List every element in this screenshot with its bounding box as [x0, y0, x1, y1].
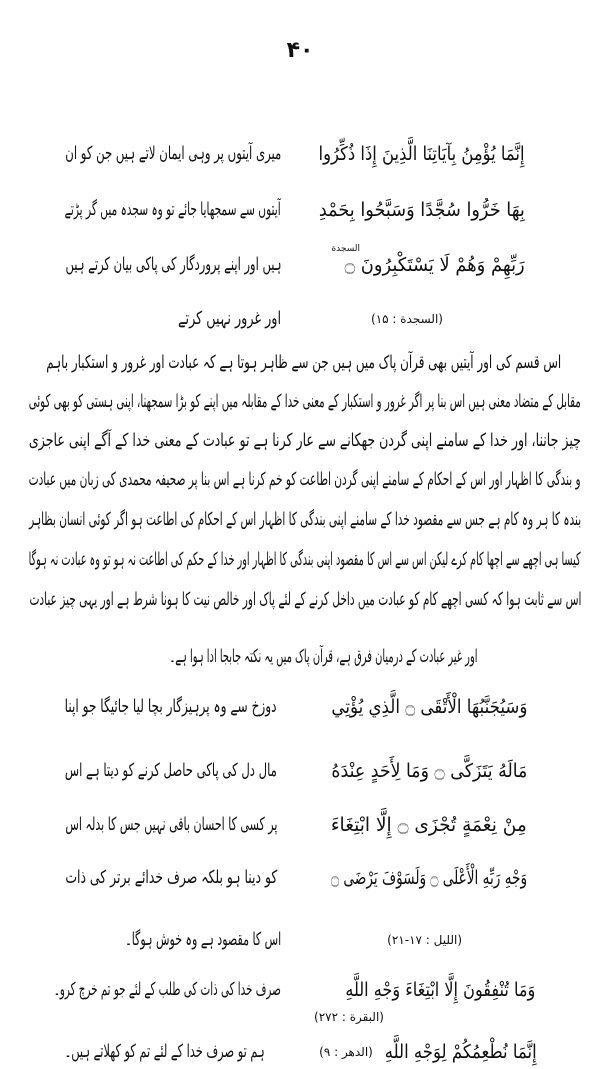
verse-arabic-line: [319, 137, 525, 171]
translation-text: اس کا مقصود ہے وہ خوش ہوگا۔: [125, 929, 281, 950]
verse-text: وَسَيُجَنَّبُهَا الْأَتْقَى ۝ الَّذِي يُؤْتِي: [331, 696, 527, 718]
citation-text: (البقرة : ۲۷۲): [314, 1010, 384, 1024]
citation-text: (السجدة : ۱۵): [371, 312, 443, 326]
verse-arabic-line: [331, 690, 527, 724]
page-number: ۴۰: [286, 38, 314, 63]
verse-text: إِنَّمَا نُطْعِمُكُمْ لِوَجْهِ اللَّهِ: [385, 1041, 537, 1063]
paragraph-line: [29, 503, 581, 537]
translation-text: اور غرور نہیں کرتے: [178, 308, 281, 329]
verse-arabic-line: [385, 1035, 537, 1069]
translation-line: [65, 690, 277, 724]
verse-text: وَمَا تُنْفِقُونَ إِلَّا ابْتِغَاءَ وَجْهِ اللَّهِ: [345, 979, 535, 1001]
verse-arabic-line: [331, 754, 527, 788]
paragraph-text: و بندگی کا اظہار اور اس کے احکام کے سامنے اپنی گردن اطاعت کو خم کرنا ہے اس بنا پر صحیفہ محمدی کی زبان میں عبادت: [29, 469, 581, 490]
paragraph-text: کیسا ہی اچھے سے اچھا کام کرے لیکن اس سے اس کا مقصود اپنی بندگی کا اظہار اور خدا کے حکم کی اطاعت نہ ہو تو وہ عبادت نہ ہوگا: [29, 549, 581, 570]
paragraph-text: اس قسم کی اور آیتیں بھی قرآن پاک میں ہیں جن سے ظاہر ہوتا ہے کہ عبادت اور غرور و استکبار باہم: [46, 352, 561, 373]
translation-text: ہیں اور اپنے پروردگار کی پاکی بیان کرتے ہیں: [65, 254, 281, 275]
verse-text: إِنَّمَا يُؤْمِنُ بِآيَاتِنَا الَّذِينَ إِذَا ذُكِّرُوا: [319, 143, 525, 165]
paragraph-line: [29, 385, 581, 419]
verse-text: بِهَا خَرُّوا سُجَّدًا وَسَبَّحُوا بِحَمْدِ: [319, 199, 525, 221]
verse-arabic-line: [331, 808, 527, 842]
verse-text: مَالَهُ يَتَزَكَّى ۝ وَمَا لِأَحَدٍ عِنْدَهُ: [331, 760, 527, 782]
translation-text: ہم تو صرف خدا کے لئے تم کو کھلاتے ہیں۔: [65, 1041, 265, 1062]
paragraph-text: بندہ کا ہر وہ کام ہے جس سے مقصود خدا کے سامنے اپنی بندگی کا اظہار اس کے احکام کی اطاعت ہو اگر کوئی انسان بظاہر: [29, 509, 581, 530]
paragraph-text: اور غیر عبادت کے درمیان فرق ہے، قرآن پاک میں یہ نکتہ جابجا ادا ہوا ہے۔: [169, 646, 477, 667]
paragraph-line: [29, 463, 581, 497]
paragraph-line: [29, 583, 581, 617]
translation-text: دوزخ سے وہ پرہیزگار بچا لیا جائیگا جو اپنا: [65, 696, 277, 717]
translation-line: [65, 1035, 265, 1069]
translation-text: مال دل کی پاکی حاصل کرنے کو دیتا ہے اس: [65, 760, 277, 781]
paragraph-text: اس سے ثابت ہوا کہ کسی اچھے کام کو عبادت میں داخل کرنے کے لئے پاک اور خالص نیت کا ہونا شرط ہے اور یہی چیز عبادت: [29, 589, 581, 610]
translation-line: [65, 754, 277, 788]
citation: [388, 923, 462, 957]
translation-line: [65, 808, 277, 842]
translation-line: [54, 973, 281, 1007]
translation-text: پر کسی کا احسان باقی نہیں جس کا بدلہ اس: [65, 814, 277, 835]
verse-arabic-line: [319, 193, 525, 227]
verse-text: وَجْهِ رَبِّهِ الْأَعْلَى ۝ وَلَسَوْفَ يَرْضَى ۝: [331, 867, 527, 889]
translation-text: میری آیتوں پر وہی ایمان لاتے ہیں جن کو ان: [65, 143, 281, 164]
citation-text: (اللیل : ۱۷-۲۱): [387, 933, 462, 947]
citation: [310, 1000, 388, 1034]
verse-text: رَبِّهِمْ وَهُمْ لَا يَسْتَكْبِرُونَ ۝: [345, 254, 525, 276]
paragraph-line: [29, 543, 581, 577]
paragraph-text: چیز جاننا، اور خدا کے سامنے اپنی گردن جھکانے سے عار کرنا ہے تو عبادت کے معنی خدا کے آگے اپنی عاجزی: [29, 430, 581, 451]
translation-line: [65, 137, 281, 171]
translation-line: [125, 923, 281, 957]
paragraph-line: [29, 424, 581, 458]
citation-text: (الدھر : ۹): [319, 1045, 373, 1059]
translation-line: [65, 861, 277, 895]
translation-text: صرف خدا کی ذات کی طلب کے لئے جو تم خرچ کرو۔: [54, 979, 281, 1000]
verse-text: مِنْ نِعْمَةٍ تُجْزَى ۝ إِلَّا ابْتِغَاءَ: [331, 814, 527, 836]
translation-text: کو دینا ہو بلکہ صرف خدائے برتر کی ذات: [65, 867, 277, 888]
paragraph-text: مقابل کے متضاد معنی ہیں اس بنا پر اگر غرور و استکبار کے معنی خدا کے مقابلہ میں اپنے کو بڑا سمجھنا، اپنی ہستی کو بھی کوئی: [29, 391, 581, 412]
sajda-text: السجدة: [331, 244, 360, 254]
translation-text: آیتوں سے سمجھایا جائے تو وہ سجدہ میں گر پڑتے: [65, 199, 281, 220]
verse-arabic-line: [331, 861, 527, 895]
translation-line: [65, 248, 281, 282]
translation-line: [178, 302, 281, 336]
paragraph-line: [169, 640, 477, 674]
citation: [310, 1035, 382, 1069]
verse-arabic-line: [345, 248, 525, 282]
paragraph-line: [46, 346, 561, 380]
translation-line: [65, 193, 281, 227]
citation: [368, 302, 446, 336]
sajda-mark: [320, 232, 360, 266]
